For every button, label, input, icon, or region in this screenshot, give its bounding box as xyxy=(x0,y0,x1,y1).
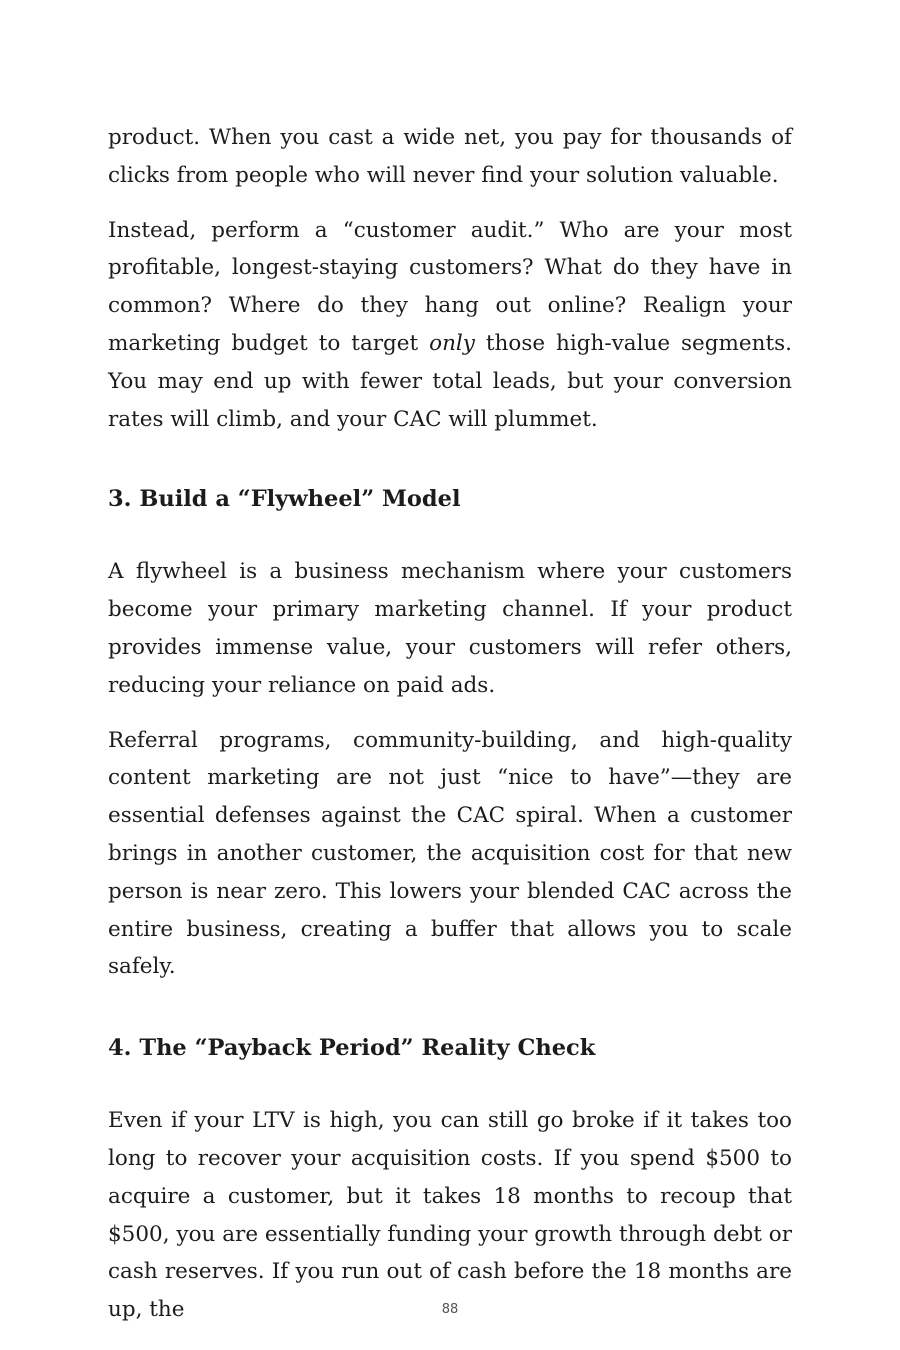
page-number: 88 xyxy=(441,1302,459,1317)
paragraph-customer-audit-end: those high-value segments. You may end up with fewer total leads, but your conversion rates will climb, and your CAC will plummet. xyxy=(108,330,792,432)
paragraph-customer-audit-start: Instead, perform a “customer audit.” Who are your most profitable, longest-staying customers? What do they have in common? Where do they hang out online? Realign your marketing budget to target xyxy=(108,217,792,356)
section-heading-flywheel: 3. Build a “Flywheel” Model xyxy=(108,486,461,513)
paragraph-referral-programs: Referral programs, community-building, and high-quality content marketing are not just “nice to have”—they are essential defenses against the CAC spiral. When a customer brings in another customer, the acquisition cost for that new person is near zero. This lowers your blended CAC across the entire business, creating a buffer that allows you to scale safely. xyxy=(108,727,792,980)
page-content xyxy=(108,119,792,1329)
section-heading-payback-period: 4. The “Payback Period” Reality Check xyxy=(108,1035,596,1062)
emphasis-only: only xyxy=(429,330,475,356)
paragraph-wide-net: product. When you cast a wide net, you pay for thousands of clicks from people who will never find your solution valuable. xyxy=(108,125,792,188)
paragraph-flywheel-definition: A flywheel is a business mechanism where your customers become your primary marketing channel. If your product provides immense value, your customers will refer others, reducing your reliance on paid ads. xyxy=(108,559,792,698)
paragraph-customer-audit xyxy=(108,212,792,439)
paragraph-payback-period: Even if your LTV is high, you can still go broke if it takes too long to recover your acquisition costs. If you spend $500 to acquire a customer, but it takes 18 months to recoup that $500, you are essentially funding your growth through debt or cash reserves. If you run out of cash before the 18 months are up, the xyxy=(108,1108,792,1323)
